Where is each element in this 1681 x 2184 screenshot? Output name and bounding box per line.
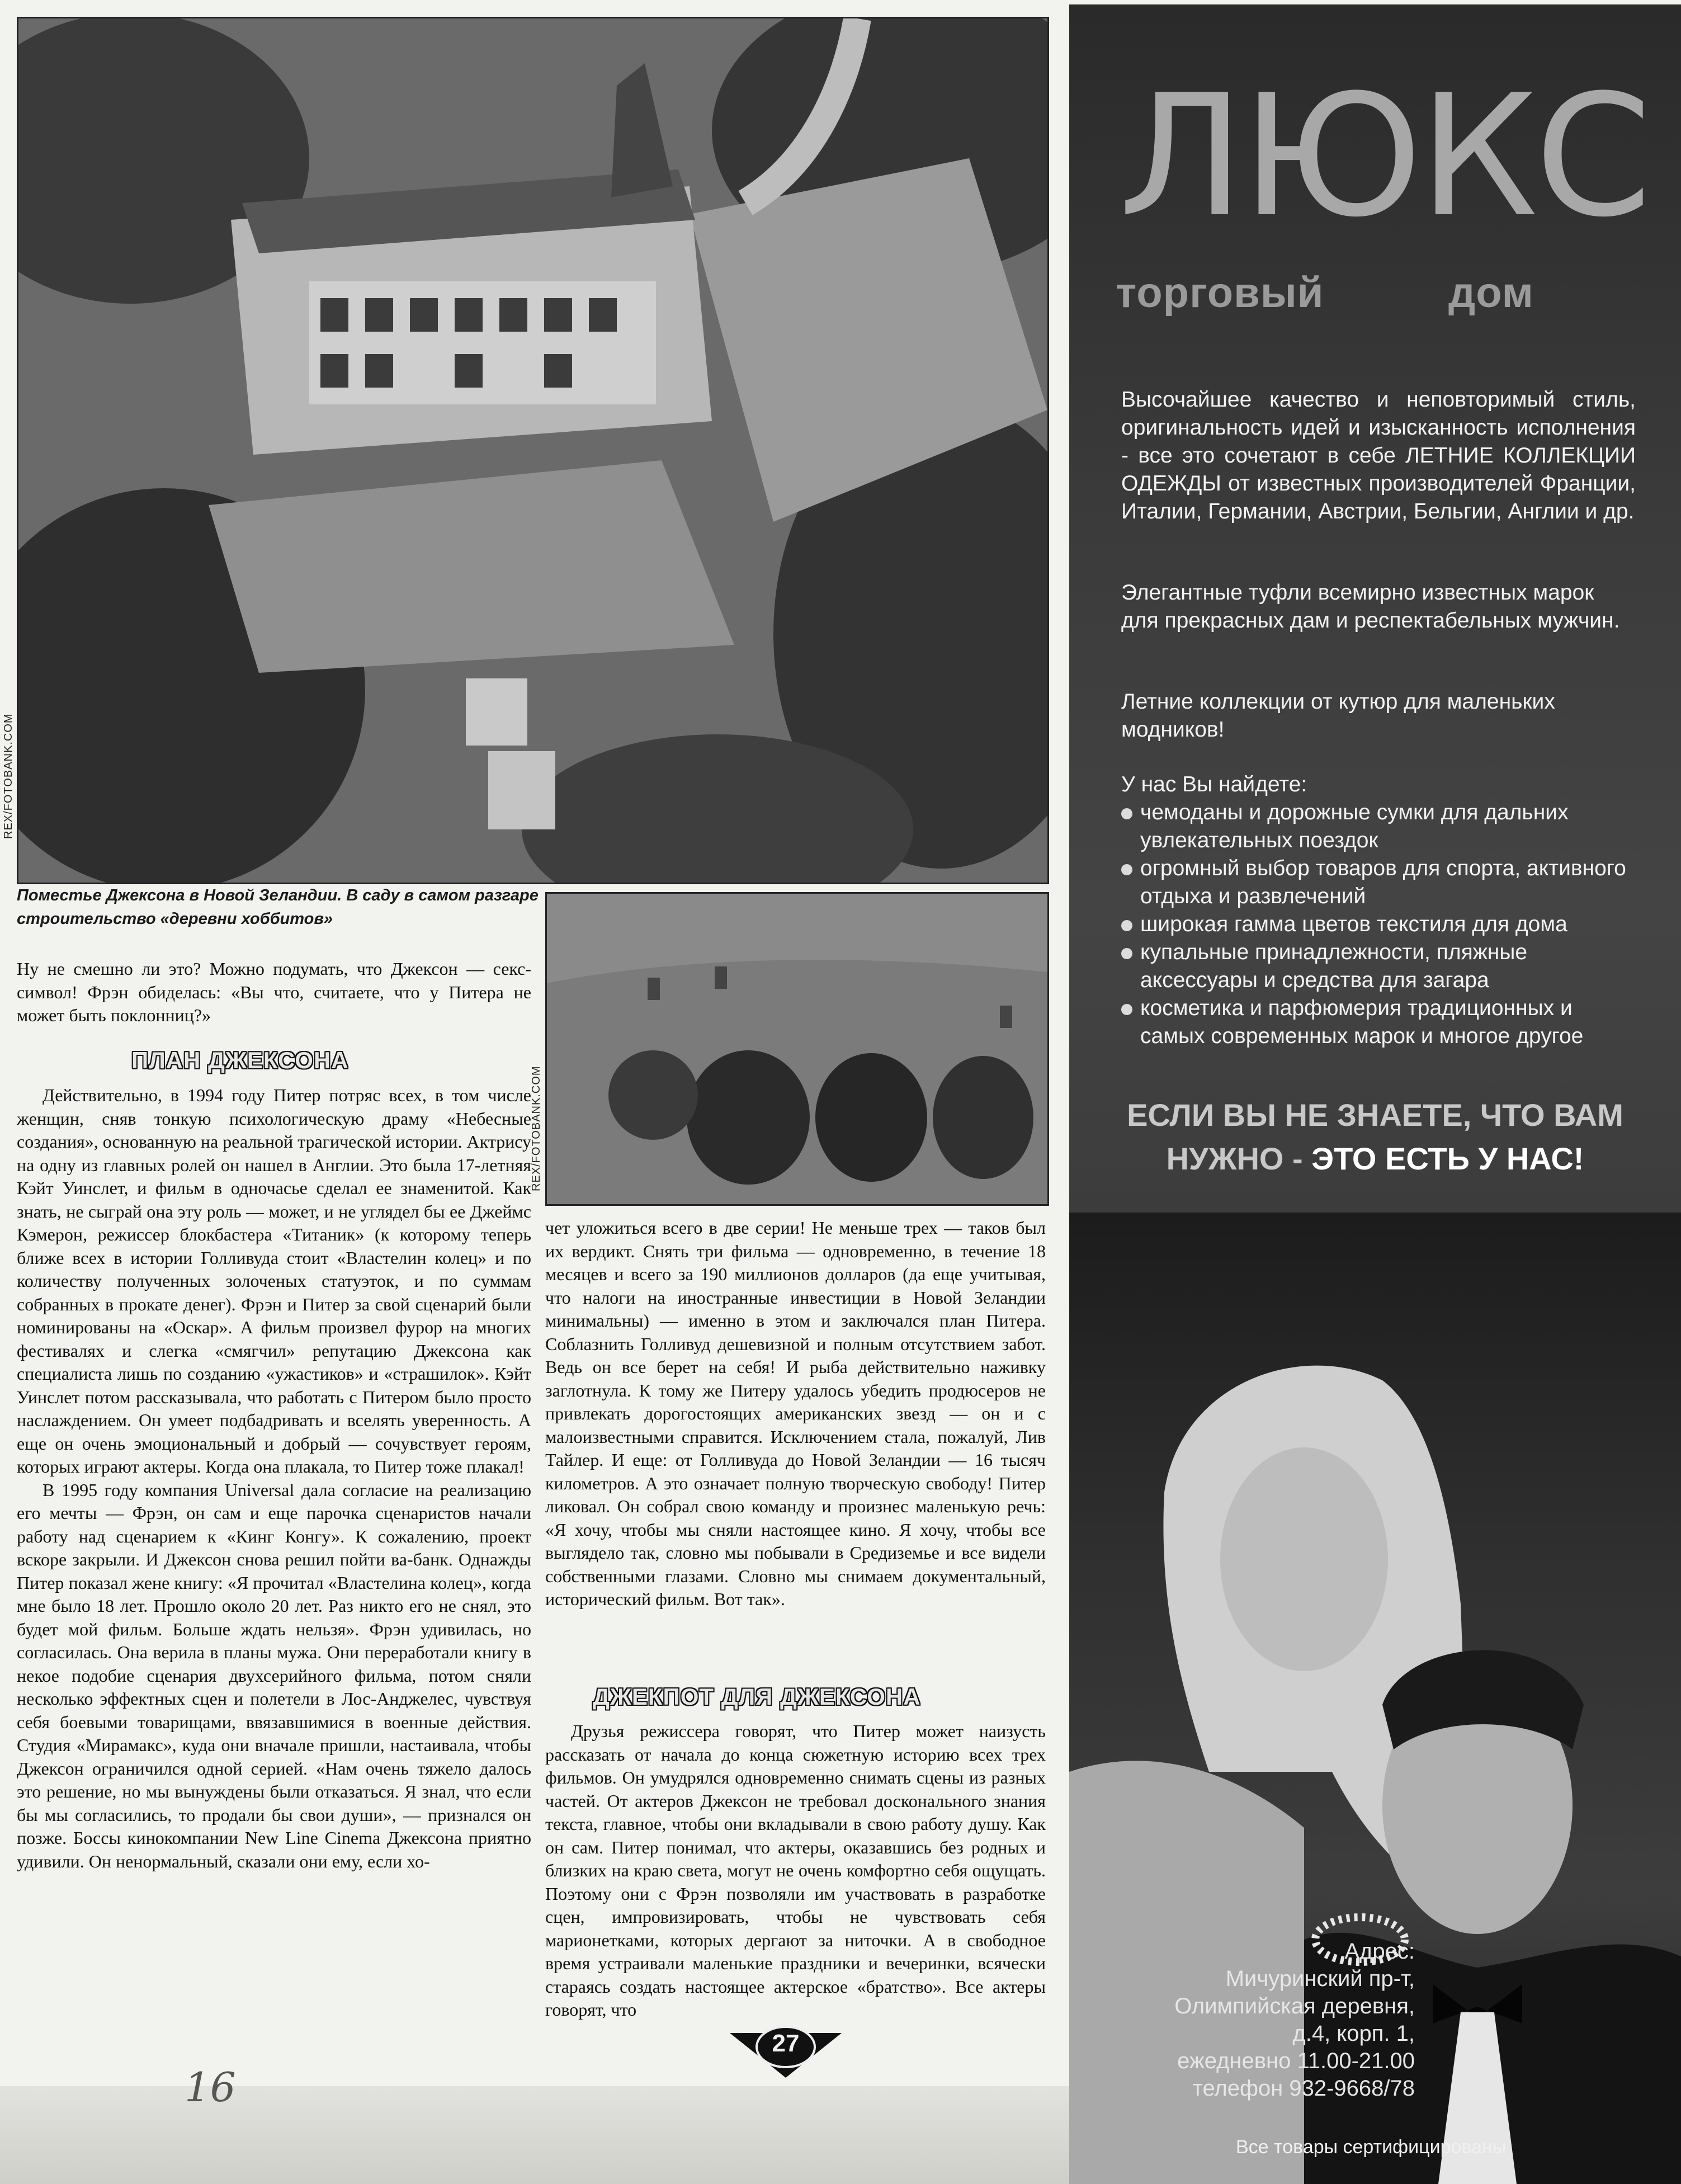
- article-paragraph-1: Действительно, в 1994 году Питер потряс всех, в том числе женщин, сняв тонкую психологическую драму «Небесные создания», основанную на реальной трагической истории. Актрису на одну из главных ролей он нашел в Англии. Это была 17-летняя Кэйт Уинслет, и фильм в одночасье сделал ее знаменитой. Как знать, не сыграй она эту роль — может, и не углядел бы ее Джеймс Кэмерон, режиссер блокбастера «Титаник» (к которому теперь ближе всех в истории Голливуда стоит «Властелин колец» и по количеству полученных золоченых статуэток, и по суммам собранных в прокате денег). Фрэн и Питер за свой сценарий были номинированы на «Оскар». А фильм произвел фурор на многих фестивалях и слегка «смягчил» репутацию Джексона как специалиста лишь по созданию «ужастиков» и «страшилок». Кэйт Уинслет потом рассказывала, что работать с Питером было просто наслаждением. Он умеет подбадривать и вселять уверенность. А еще он очень эмоциональный и добрый — сочувствует героям, которых играют актеры. Когда она плакала, то Питер тоже плакал!: [17, 1085, 531, 1477]
- ad-features: [1121, 771, 1636, 1050]
- address-line-3: д.4, корп. 1,: [1292, 2021, 1415, 2046]
- article-intro-paragraph: Ну не смешно ли это? Можно подумать, что Джексон — секс-символ! Фрэн обиделась: «Вы что, считаете, что у Питера не может быть поклонниц?»: [17, 959, 531, 1025]
- ad-features-title: У нас Вы найдете:: [1121, 772, 1307, 796]
- bullet-icon: [1121, 864, 1132, 875]
- article-column-1: [17, 1084, 531, 1873]
- bottom-strip: [0, 2086, 1069, 2184]
- lux-logo: [1118, 59, 1649, 263]
- store-hours: ежедневно 11.00-21.00: [1177, 2049, 1415, 2073]
- bullet-icon: [1121, 948, 1132, 959]
- ad-feature-text: косметика и парфюмерия традиционных и самых современных марок и многое другое: [1140, 996, 1584, 1048]
- ad-feature-item: [1121, 799, 1636, 855]
- heading-jackson-plan: ПЛАН ДЖЕКСОНА: [131, 1047, 349, 1073]
- hobbit-village-photo: [545, 892, 1049, 1206]
- ad-feature-item: [1121, 911, 1636, 938]
- hobbit-village-drawing: [547, 894, 1047, 1204]
- ad-paragraph-2: Элегантные туфли всемирно известных марок для прекрасных дам и респектабельных мужчин.: [1121, 581, 1620, 633]
- address-label: Адрес:: [1344, 1939, 1415, 1964]
- page-number-badge: [730, 2022, 842, 2078]
- slogan-line-2: [1069, 1137, 1681, 1181]
- ad-feature-item: [1121, 855, 1636, 911]
- mansion-photo: [17, 17, 1049, 884]
- ad-features-list: [1121, 799, 1636, 1050]
- article-paragraph-4: Друзья режиссера говорят, что Питер может наизусть рассказать от начала до конца сюжетную историю всех трех фильмов. Он умудрялся одновременно снимать сцены из разных частей. От актеров Джексон не требовал досконального знания текста, главное, чтобы они вкладывали в свою работу душу. Как он сам. Питер понимал, что актеры, оказавшись без родных и близких на краю света, могут не очень комфортно себя ощущать. Поэтому они с Фрэн позволяли им участвовать в разработке сцен, импровизировать, чтобы не чувствовать себя марионетками, которых дергают за ниточки. А в свободное время устраивали маленькие праздники и вечеринки, всячески стараясь создать настоящее актерское «братство». Все актеры говорят, что: [545, 1721, 1046, 2020]
- address-line-1: Мичуринский пр-т,: [1225, 1966, 1415, 1991]
- ad-slogan: [1069, 1093, 1681, 1181]
- article-paragraph-3: чет уложиться всего в две серии! Не меньше трех — таков был их вердикт. Снять три фильма — одновременно, в течение 18 месяцев и всего за 190 миллионов долларов (да еще учитывая, что налоги на иностранные инвестиции в Новой Зеландии минимальны) — именно в этом и заключался план Питера. Соблазнить Голливуд дешевизной и полным отсутствием забот. Ведь он все берет на себя! И рыба действительно наживку заглотнула. К тому же Питеру удалось убедить продюсеров не привлекать дорогостоящих американских звезд — он и с малоизвестными справится. Исключением стала, пожалуй, Лив Тайлер. И еще: от Голливуда до Новой Зеландии — 16 тысяч километров. А это означает полную творческую свободу! Питер ликовал. Он собрал свою команду и произнес маленькую речь: «Я хочу, чтобы мы сняли настоящее кино. Я хочу, чтобы все выглядело так, словно мы побывали в Средиземье и все видели собственными глазами. Словно мы снимаем документальный, исторический фильм. Вот так».: [545, 1218, 1046, 1609]
- article-intro: [17, 957, 531, 1027]
- page-number: 27: [772, 2030, 800, 2057]
- mansion-photo-credit: REX/FOTOBANK.COM: [2, 713, 15, 839]
- logo-sub-left: торговый: [1116, 269, 1324, 317]
- slogan-part-b: ЭТО ЕСТЬ У НАС!: [1311, 1141, 1584, 1176]
- store-phone: телефон 932-9668/78: [1192, 2076, 1415, 2101]
- ad-feature-text: купальные принадлежности, пляжные аксессуары и средства для загара: [1140, 940, 1528, 992]
- ad-feature-text: чемоданы и дорожные сумки для дальних увлекательных поездок: [1140, 800, 1569, 852]
- ad-feature-item: [1121, 938, 1636, 994]
- slogan-line-1: ЕСЛИ ВЫ НЕ ЗНАЕТЕ, ЧТО ВАМ: [1127, 1097, 1623, 1133]
- bullet-icon: [1121, 1004, 1132, 1015]
- heading-jackpot: ДЖЕКПОТ ДЛЯ ДЖЕКСОНА: [593, 1683, 921, 1710]
- article-column-2b: [545, 1720, 1046, 2022]
- ad-paragraph-1: Высочайшее качество и неповторимый стиль, оригинальность идей и изысканность исполнения - все это сочетают в себе ЛЕТНИЕ КОЛЛЕКЦИИ ОДЕЖДЫ от известных производителей Франции, Италии, Германии, Австрии, Бельгии, Англии и др.: [1121, 388, 1636, 523]
- ad-feature-text: широкая гамма цветов текстиля для дома: [1140, 912, 1567, 936]
- address-line-2: Олимпийская деревня,: [1174, 1994, 1415, 2018]
- mansion-photo-drawing: [18, 18, 1047, 883]
- article-column-2: [545, 1216, 1046, 1611]
- mansion-caption: Поместье Джексона в Новой Зеландии. В саду в самом разгаре строительство «деревни хоббитов»: [17, 886, 539, 928]
- bullet-icon: [1121, 808, 1132, 819]
- handwritten-note: 16: [185, 2064, 236, 2111]
- bullet-icon: [1121, 920, 1132, 931]
- store-address: [1096, 1938, 1415, 2102]
- ad-feature-text: огромный выбор товаров для спорта, активного отдыха и развлечений: [1140, 856, 1626, 908]
- lux-logo-text: ЛЮКС: [1118, 59, 1649, 254]
- hobbit-photo-credit: REX/FOTOBANK.COM: [530, 1065, 542, 1191]
- logo-sub-right: дом: [1448, 269, 1534, 317]
- ad-feature-item: [1121, 994, 1636, 1050]
- certified-note: Все товары сертифицированы: [1236, 2136, 1507, 2158]
- ad-paragraph-3: Летние коллекции от кутюр для маленьких модников!: [1121, 690, 1555, 742]
- slogan-part-a: НУЖНО -: [1166, 1141, 1312, 1176]
- article-paragraph-2: В 1995 году компания Universal дала согласие на реализацию его мечты — Фрэн, он сам и еще парочка сценаристов начали работу над сценарием к «Кинг Конгу». К сожалению, проект вскоре закрыли. И Джексон снова решил пойти ва-банк. Однажды Питер показал жене книгу: «Я прочитал «Властелина колец», когда мне было 18 лет. Прошло около 20 лет. Раз никто его не снял, это будет мой фильм. Больше ждать нельзя». Фрэн удивилась, но согласилась. Она верила в планы мужа. Они переработали книгу в некое подобие сценария двухсерийного фильма, потом сняли несколько эффектных сцен и полетели в Лос-Анджелес, чувствуя себя боевыми товарищами, ввязавшимися в военные действия. Студия «Мирамакс», куда они вначале пришли, настаивала, чтобы Джексон ограничился одной серией. «Нам очень тяжело далось это решение, но мы вынуждены были отказаться. Я знал, что если бы мы согласились, то продали бы свои души», — признался он позже. Боссы кинокомпании New Line Cinema Джексона приятно удивили. Он ненормальный, сказали они ему, если хо-: [17, 1479, 531, 1871]
